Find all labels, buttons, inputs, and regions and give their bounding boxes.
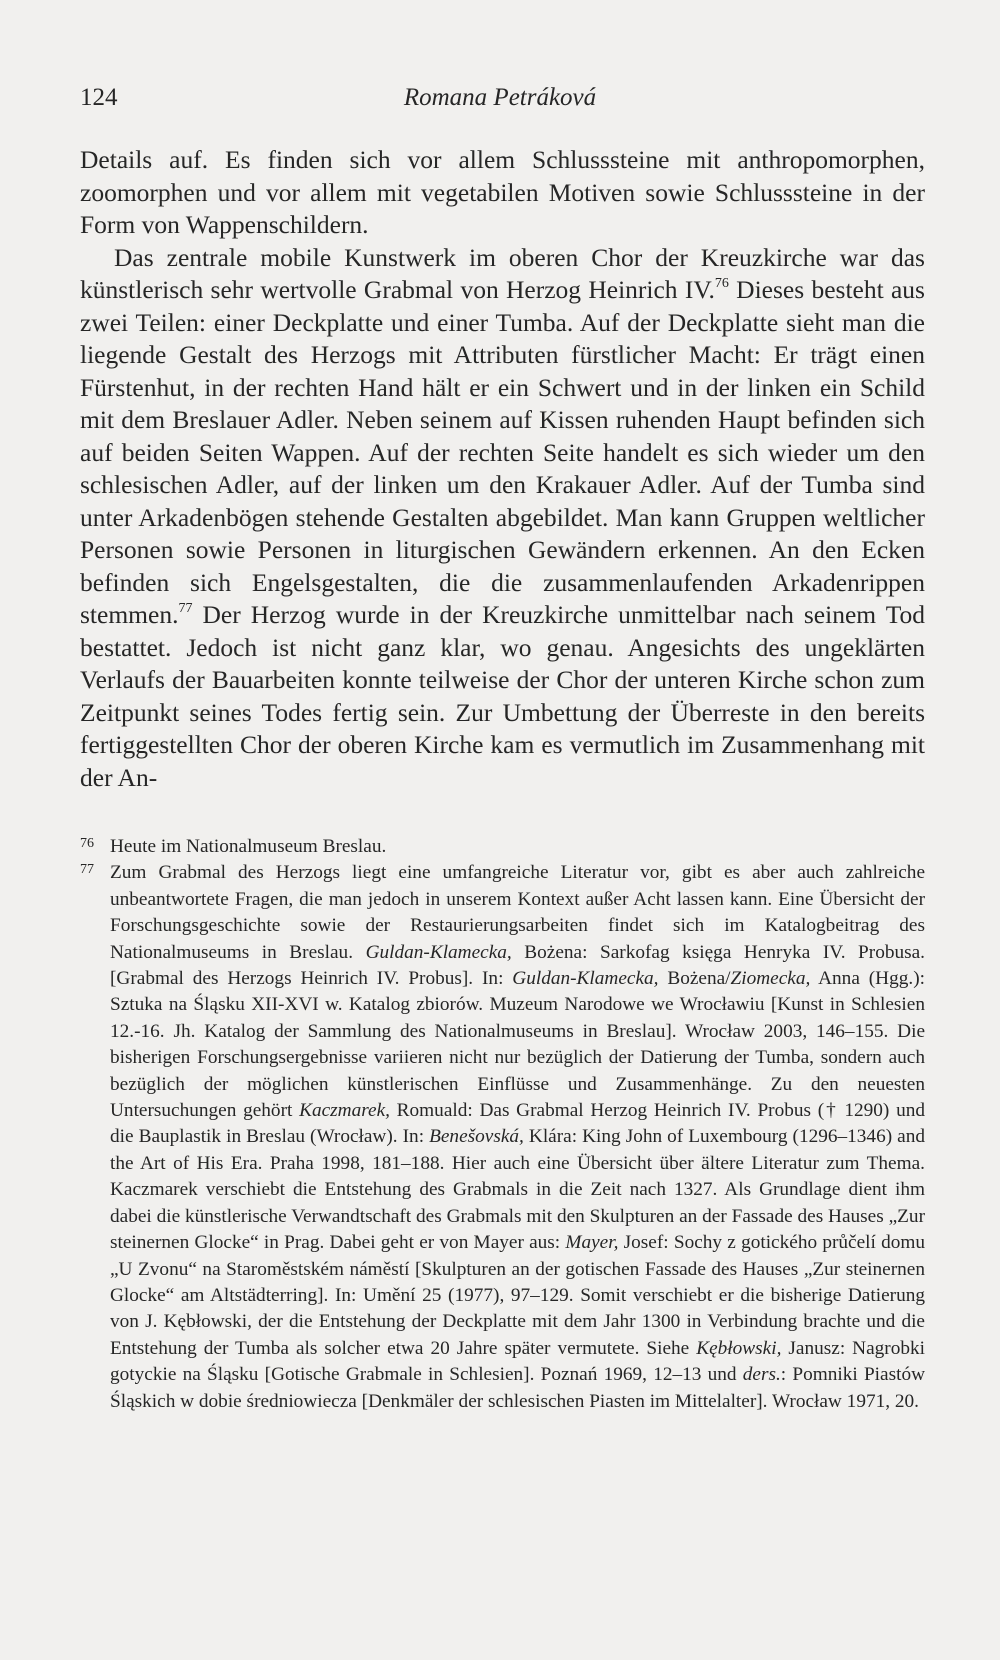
footnote-text-segment: Anna (Hgg.): Sztuka na Śląsku XII-XVI w. Katalog zbiorów. Muzeum Narodowe we Wrocławiu [Kunst in Schlesien 12.-16. Jh. Katalog der Sammlung des Nationalmuseums in Breslau]. Wrocław 2003, 146–155. Die bisherigen Forschungsergebnisse variieren nicht nur bezüglich der Datierung der Tumba, sondern auch bezüglich der möglichen künstlerischen Einflüsse und Zusammenhänge. Zu den neuesten Untersuchungen gehört: [110, 968, 925, 1122]
footnote-number: 77: [80, 862, 94, 878]
paragraph-text: Details auf. Es finden sich vor allem Schlusssteine mit anthropomorphen, zoomorphen und vor allem mit vegetabilen Motiven sowie Schlusssteine in der Form von Wappenschildern.: [80, 145, 925, 239]
paragraph: [80, 242, 925, 795]
running-header: [80, 80, 920, 116]
paragraph-text: Das zentrale mobile Kunstwerk im oberen Chor der Kreuzkirche war das künstlerisch sehr wertvolle Grabmal von Herzog Heinrich IV.: [80, 242, 925, 304]
footnote-text-segment: Zum Grabmal des Herzogs liegt eine umfangreiche Literatur vor, gibt es aber auch zahlreiche unbeantwortete Fragen, die man jedoch in unserem Kontext außer Acht lassen kann. Eine Übersicht der Forschungsgeschichte sowie der Restaurierungsarbeiten findet sich im Katalogbeitrag des Nationalmuseums in Breslau.: [110, 862, 925, 963]
footnote-text-segment: Romuald: Das Grabmal Herzog Heinrich IV. Probus († 1290) und die Bauplastik in Breslau (Wrocław). In:: [110, 1100, 925, 1148]
footnote-76: [80, 834, 925, 860]
paragraph: [80, 144, 925, 242]
footnote-77: [80, 860, 925, 1415]
footnote-author-name: Kębłowski,: [696, 1337, 782, 1359]
footnote-ref-76: 76: [714, 276, 729, 291]
paragraph-text: Dieses besteht aus zwei Teilen: einer Deckplatte und einer Tumba. Auf der Deckplatte sieht man die liegende Gestalt des Herzogs mit Attributen fürstlicher Macht: Er trägt einen Fürstenhut, in der rechten Hand hält er ein Schwert und in der linken ein Schild mit dem Breslauer Adler. Neben seinem auf Kissen ruhenden Haupt befinden sich auf beiden Seiten Wappen. Auf der rechten Seite handelt es sich wieder um den schlesischen Adler, auf der linken um den Krakauer Adler. Auf der Tumba sind unter Arkadenbögen stehende Gestalten abgebildet. Man kann Gruppen weltlicher Personen sowie Personen in liturgischen Gewändern erkennen. An den Ecken befinden sich Engelsgestalten, die die zusammenlaufenden Arkadenrippen stemmen.: [80, 275, 925, 629]
footnote-author-name: Ziomecka,: [730, 968, 811, 990]
main-text: [80, 144, 925, 794]
footnote-author-name: Benešovská,: [429, 1126, 524, 1148]
page-number: 124: [80, 84, 118, 111]
footnote-author-name: Mayer,: [565, 1232, 619, 1254]
footnote-text-segment: Klára: King John of Luxembourg (1296–1346) and the Art of His Era. Praha 1998, 181–188. Hier auch eine Übersicht über ältere Literatur zum Thema. Kaczmarek verschiebt die Entstehung des Grabmals in die Zeit nach 1327. Als Grundlage dient ihm dabei die künstlerische Verwandtschaft des Grabmals mit den Skulpturen an der Fassade des Hauses „Zur steinernen Glocke“ in Prag. Dabei geht er von Mayer aus:: [110, 1126, 926, 1254]
footnote-text-segment: Bożena/: [658, 968, 731, 990]
footnote-text: Heute im Nationalmuseum Breslau.: [110, 836, 387, 857]
running-head-author: Romana Petráková: [403, 84, 597, 111]
footnote-ref-77: 77: [178, 601, 193, 616]
footnotes: [80, 834, 925, 1415]
footnote-author-name: ders.: [742, 1364, 781, 1386]
footnote-text-segment: : Pomniki Piastów Śląskich w dobie średniowiecza [Denkmäler der schlesischen Piasten im Mittelalter]. Wrocław 1971, 20.: [110, 1364, 926, 1412]
footnote-text: [110, 862, 925, 1411]
footnote-text-segment: Janusz: Nagrobki gotyckie na Śląsku [Gotische Grabmale in Schlesien]. Poznań 1969, 12–13 und: [110, 1337, 925, 1386]
footnote-author-name: Kaczmarek,: [299, 1100, 390, 1122]
footnote-number: 76: [80, 836, 94, 851]
footnote-text-segment: Josef: Sochy z gotického průčelí domu „U Zvonu“ na Staroměstském náměstí [Skulpturen an der gotischen Fassade des Hauses „Zur steinernen Glocke“ am Altstädterring]. In: Umění 25 (1977), 97–129. Somit verschiebt er die bisherige Datierung von J. Kębłowski, der die Entstehung der Deckplatte mit dem Jahr 1300 in Verbindung brachte und die Entstehung der Tumba als solcher etwa 20 Jahre später vermutete. Siehe: [110, 1232, 925, 1359]
paragraph-text: Der Herzog wurde in der Kreuzkirche unmittelbar nach seinem Tod bestattet. Jedoch ist nicht ganz klar, wo genau. Angesichts des ungeklärten Verlaufs der Bauarbeiten konnte teilweise der Chor der unteren Kirche schon zum Zeitpunkt seines Todes fertig sein. Zur Umbettung der Überreste in den bereits fertiggestellten Chor der oberen Kirche kam es vermutlich im Zusammenhang mit der An-: [80, 600, 925, 792]
footnote-author-name: Guldan-Klamecka,: [512, 968, 659, 990]
footnote-author-name: Guldan-Klamecka,: [365, 941, 512, 963]
footnote-text-segment: Bożena: Sarkofag księga Henryka IV. Probusa. [Grabmal des Herzogs Heinrich IV. Probus]. In:: [110, 941, 925, 990]
